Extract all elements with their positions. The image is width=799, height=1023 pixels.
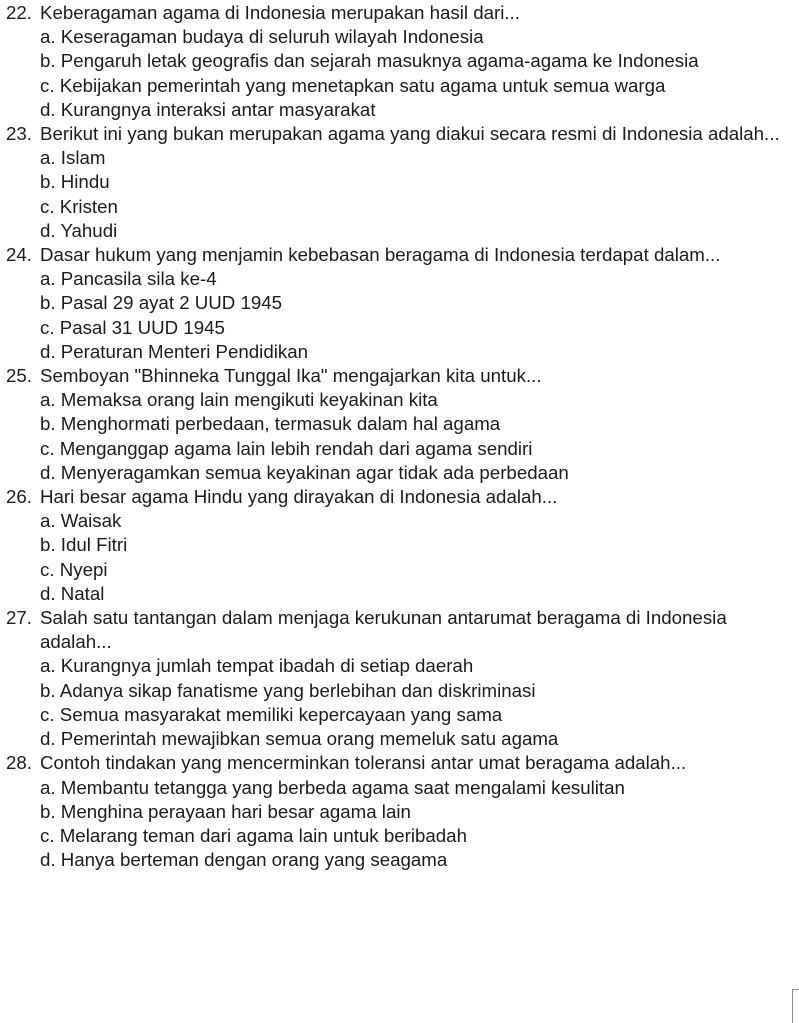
- option-b: b. Pasal 29 ayat 2 UUD 1945: [40, 292, 283, 314]
- question-header: [6, 485, 796, 509]
- question-28: [6, 751, 796, 872]
- question-number: 22.: [6, 2, 32, 23]
- option-list: [6, 146, 796, 243]
- question-text: Dasar hukum yang menjamin kebebasan beragama di Indonesia terdapat dalam...: [40, 244, 721, 266]
- option-b: b. Adanya sikap fanatisme yang berlebihan dan diskriminasi: [40, 679, 536, 701]
- option-c: c. Nyepi: [40, 558, 108, 580]
- option-d: d. Peraturan Menteri Pendidikan: [40, 340, 309, 362]
- question-number: 25.: [6, 365, 32, 387]
- option-d: d. Hanya berteman dengan orang yang seagama: [40, 849, 448, 871]
- question-header: [6, 243, 796, 267]
- option-a: a. Waisak: [40, 510, 122, 532]
- question-number: 27.: [6, 607, 32, 629]
- option-c: c. Menganggap agama lain lebih rendah dari agama sendiri: [40, 437, 533, 459]
- option-d: d. Yahudi: [40, 219, 118, 241]
- option-list: [6, 267, 796, 364]
- question-header: [6, 751, 796, 775]
- question-number: 28.: [6, 752, 32, 774]
- option-b: b. Pengaruh letak geografis dan sejarah masuknya agama-agama ke Indonesia: [40, 50, 699, 72]
- question-27: [6, 606, 796, 751]
- question-24: [6, 243, 796, 364]
- question-text: Hari besar agama Hindu yang dirayakan di Indonesia adalah...: [40, 486, 558, 508]
- option-c: c. Kristen: [40, 195, 118, 217]
- question-22: [6, 1, 796, 122]
- option-a: a. Kurangnya jumlah tempat ibadah di setiap daerah: [40, 655, 474, 677]
- option-list: [6, 776, 796, 873]
- option-a: a. Keseragaman budaya di seluruh wilayah Indonesia: [40, 26, 484, 48]
- question-list: [6, 1, 796, 872]
- option-list: [6, 25, 796, 122]
- question-text: Keberagaman agama di Indonesia merupakan hasil dari...: [40, 2, 520, 23]
- question-number: 23.: [6, 123, 32, 145]
- question-header: [6, 606, 796, 654]
- option-list: [6, 388, 796, 485]
- option-d: d. Natal: [40, 582, 105, 604]
- question-23: [6, 122, 796, 243]
- option-c: c. Pasal 31 UUD 1945: [40, 316, 225, 338]
- question-25: [6, 364, 796, 485]
- option-list: [6, 509, 796, 606]
- option-c: c. Semua masyarakat memiliki kepercayaan yang sama: [40, 703, 503, 725]
- option-d: d. Kurangnya interaksi antar masyarakat: [40, 98, 376, 120]
- option-b: b. Idul Fitri: [40, 534, 128, 556]
- question-header: [6, 1, 796, 25]
- question-text: Salah satu tantangan dalam menjaga kerukunan antarumat beragama di Indonesia adalah...: [40, 607, 727, 653]
- question-text: Berikut ini yang bukan merupakan agama yang diakui secara resmi di Indonesia adalah...: [40, 123, 780, 145]
- question-26: [6, 485, 796, 606]
- question-number: 26.: [6, 486, 32, 508]
- option-a: a. Membantu tetangga yang berbeda agama saat mengalami kesulitan: [40, 776, 625, 798]
- option-a: a. Memaksa orang lain mengikuti keyakinan kita: [40, 389, 438, 411]
- option-d: d. Menyeragamkan semua keyakinan agar tidak ada perbedaan: [40, 461, 569, 483]
- corner-bracket-mark: [792, 989, 799, 1023]
- option-d: d. Pemerintah mewajibkan semua orang memeluk satu agama: [40, 728, 559, 750]
- option-a: a. Islam: [40, 147, 106, 169]
- question-text: Semboyan "Bhinneka Tunggal Ika" mengajarkan kita untuk...: [40, 365, 542, 387]
- question-header: [6, 122, 796, 146]
- option-a: a. Pancasila sila ke-4: [40, 268, 217, 290]
- option-b: b. Hindu: [40, 171, 110, 193]
- option-c: c. Melarang teman dari agama lain untuk beribadah: [40, 824, 467, 846]
- option-b: b. Menghina perayaan hari besar agama lain: [40, 800, 411, 822]
- question-number: 24.: [6, 244, 32, 266]
- option-b: b. Menghormati perbedaan, termasuk dalam hal agama: [40, 413, 501, 435]
- option-list: [6, 654, 796, 751]
- option-c: c. Kebijakan pemerintah yang menetapkan satu agama untuk semua warga: [40, 74, 666, 96]
- question-text: Contoh tindakan yang mencerminkan toleransi antar umat beragama adalah...: [40, 752, 687, 774]
- question-header: [6, 364, 796, 388]
